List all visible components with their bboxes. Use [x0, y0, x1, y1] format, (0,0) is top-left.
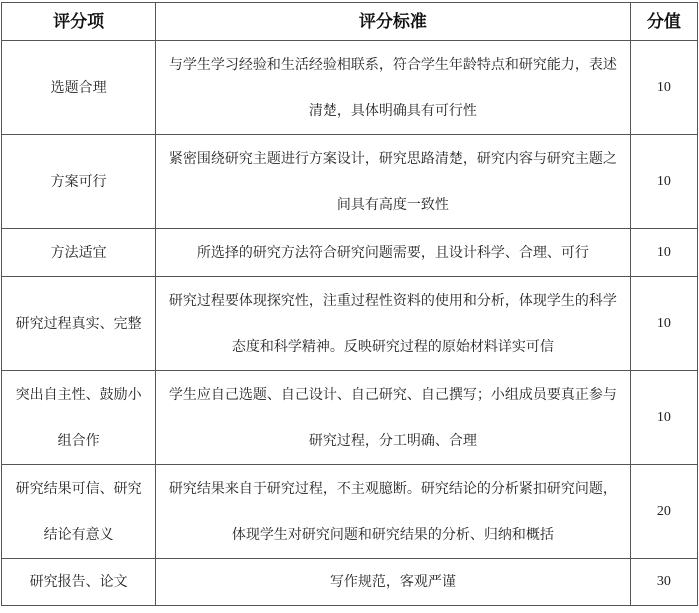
table-row	[2, 135, 698, 229]
row-item: 方案可行	[2, 135, 156, 229]
row-score: 10	[630, 371, 697, 465]
row-score: 10	[630, 277, 697, 371]
row-score: 30	[630, 559, 697, 606]
row-score: 10	[630, 41, 697, 135]
table-row	[2, 229, 698, 277]
row-standard: 写作规范，客观严谨	[156, 559, 630, 606]
scoring-criteria-table	[1, 2, 698, 606]
row-item: 选题合理	[2, 41, 156, 135]
row-standard: 研究过程要体现探究性，注重过程性资料的使用和分析，体现学生的科学态度和科学精神。反映研究过程的原始材料详实可信	[156, 277, 630, 371]
table-header-row	[2, 3, 698, 41]
table-row	[2, 277, 698, 371]
row-item: 研究结果可信、研究结论有意义	[2, 465, 156, 559]
row-score: 10	[630, 229, 697, 277]
row-item: 突出自主性、鼓励小组合作	[2, 371, 156, 465]
row-score: 10	[630, 135, 697, 229]
table-row	[2, 559, 698, 606]
row-standard: 学生应自己选题、自己设计、自己研究、自己撰写；小组成员要真正参与研究过程，分工明确、合理	[156, 371, 630, 465]
table-row	[2, 41, 698, 135]
table-row	[2, 465, 698, 559]
row-item: 研究过程真实、完整	[2, 277, 156, 371]
row-item: 方法适宜	[2, 229, 156, 277]
row-standard: 研究结果来自于研究过程，不主观臆断。研究结论的分析紧扣研究问题，体现学生对研究问题和研究结果的分析、归纳和概括	[156, 465, 630, 559]
row-standard: 紧密围绕研究主题进行方案设计，研究思路清楚，研究内容与研究主题之间具有高度一致性	[156, 135, 630, 229]
header-item: 评分项	[2, 3, 156, 41]
row-standard: 与学生学习经验和生活经验相联系，符合学生年龄特点和研究能力，表述清楚，具体明确具有可行性	[156, 41, 630, 135]
row-item: 研究报告、论文	[2, 559, 156, 606]
row-standard: 所选择的研究方法符合研究问题需要，且设计科学、合理、可行	[156, 229, 630, 277]
header-standard: 评分标准	[156, 3, 630, 41]
row-score: 20	[630, 465, 697, 559]
table-row	[2, 371, 698, 465]
header-score: 分值	[630, 3, 697, 41]
